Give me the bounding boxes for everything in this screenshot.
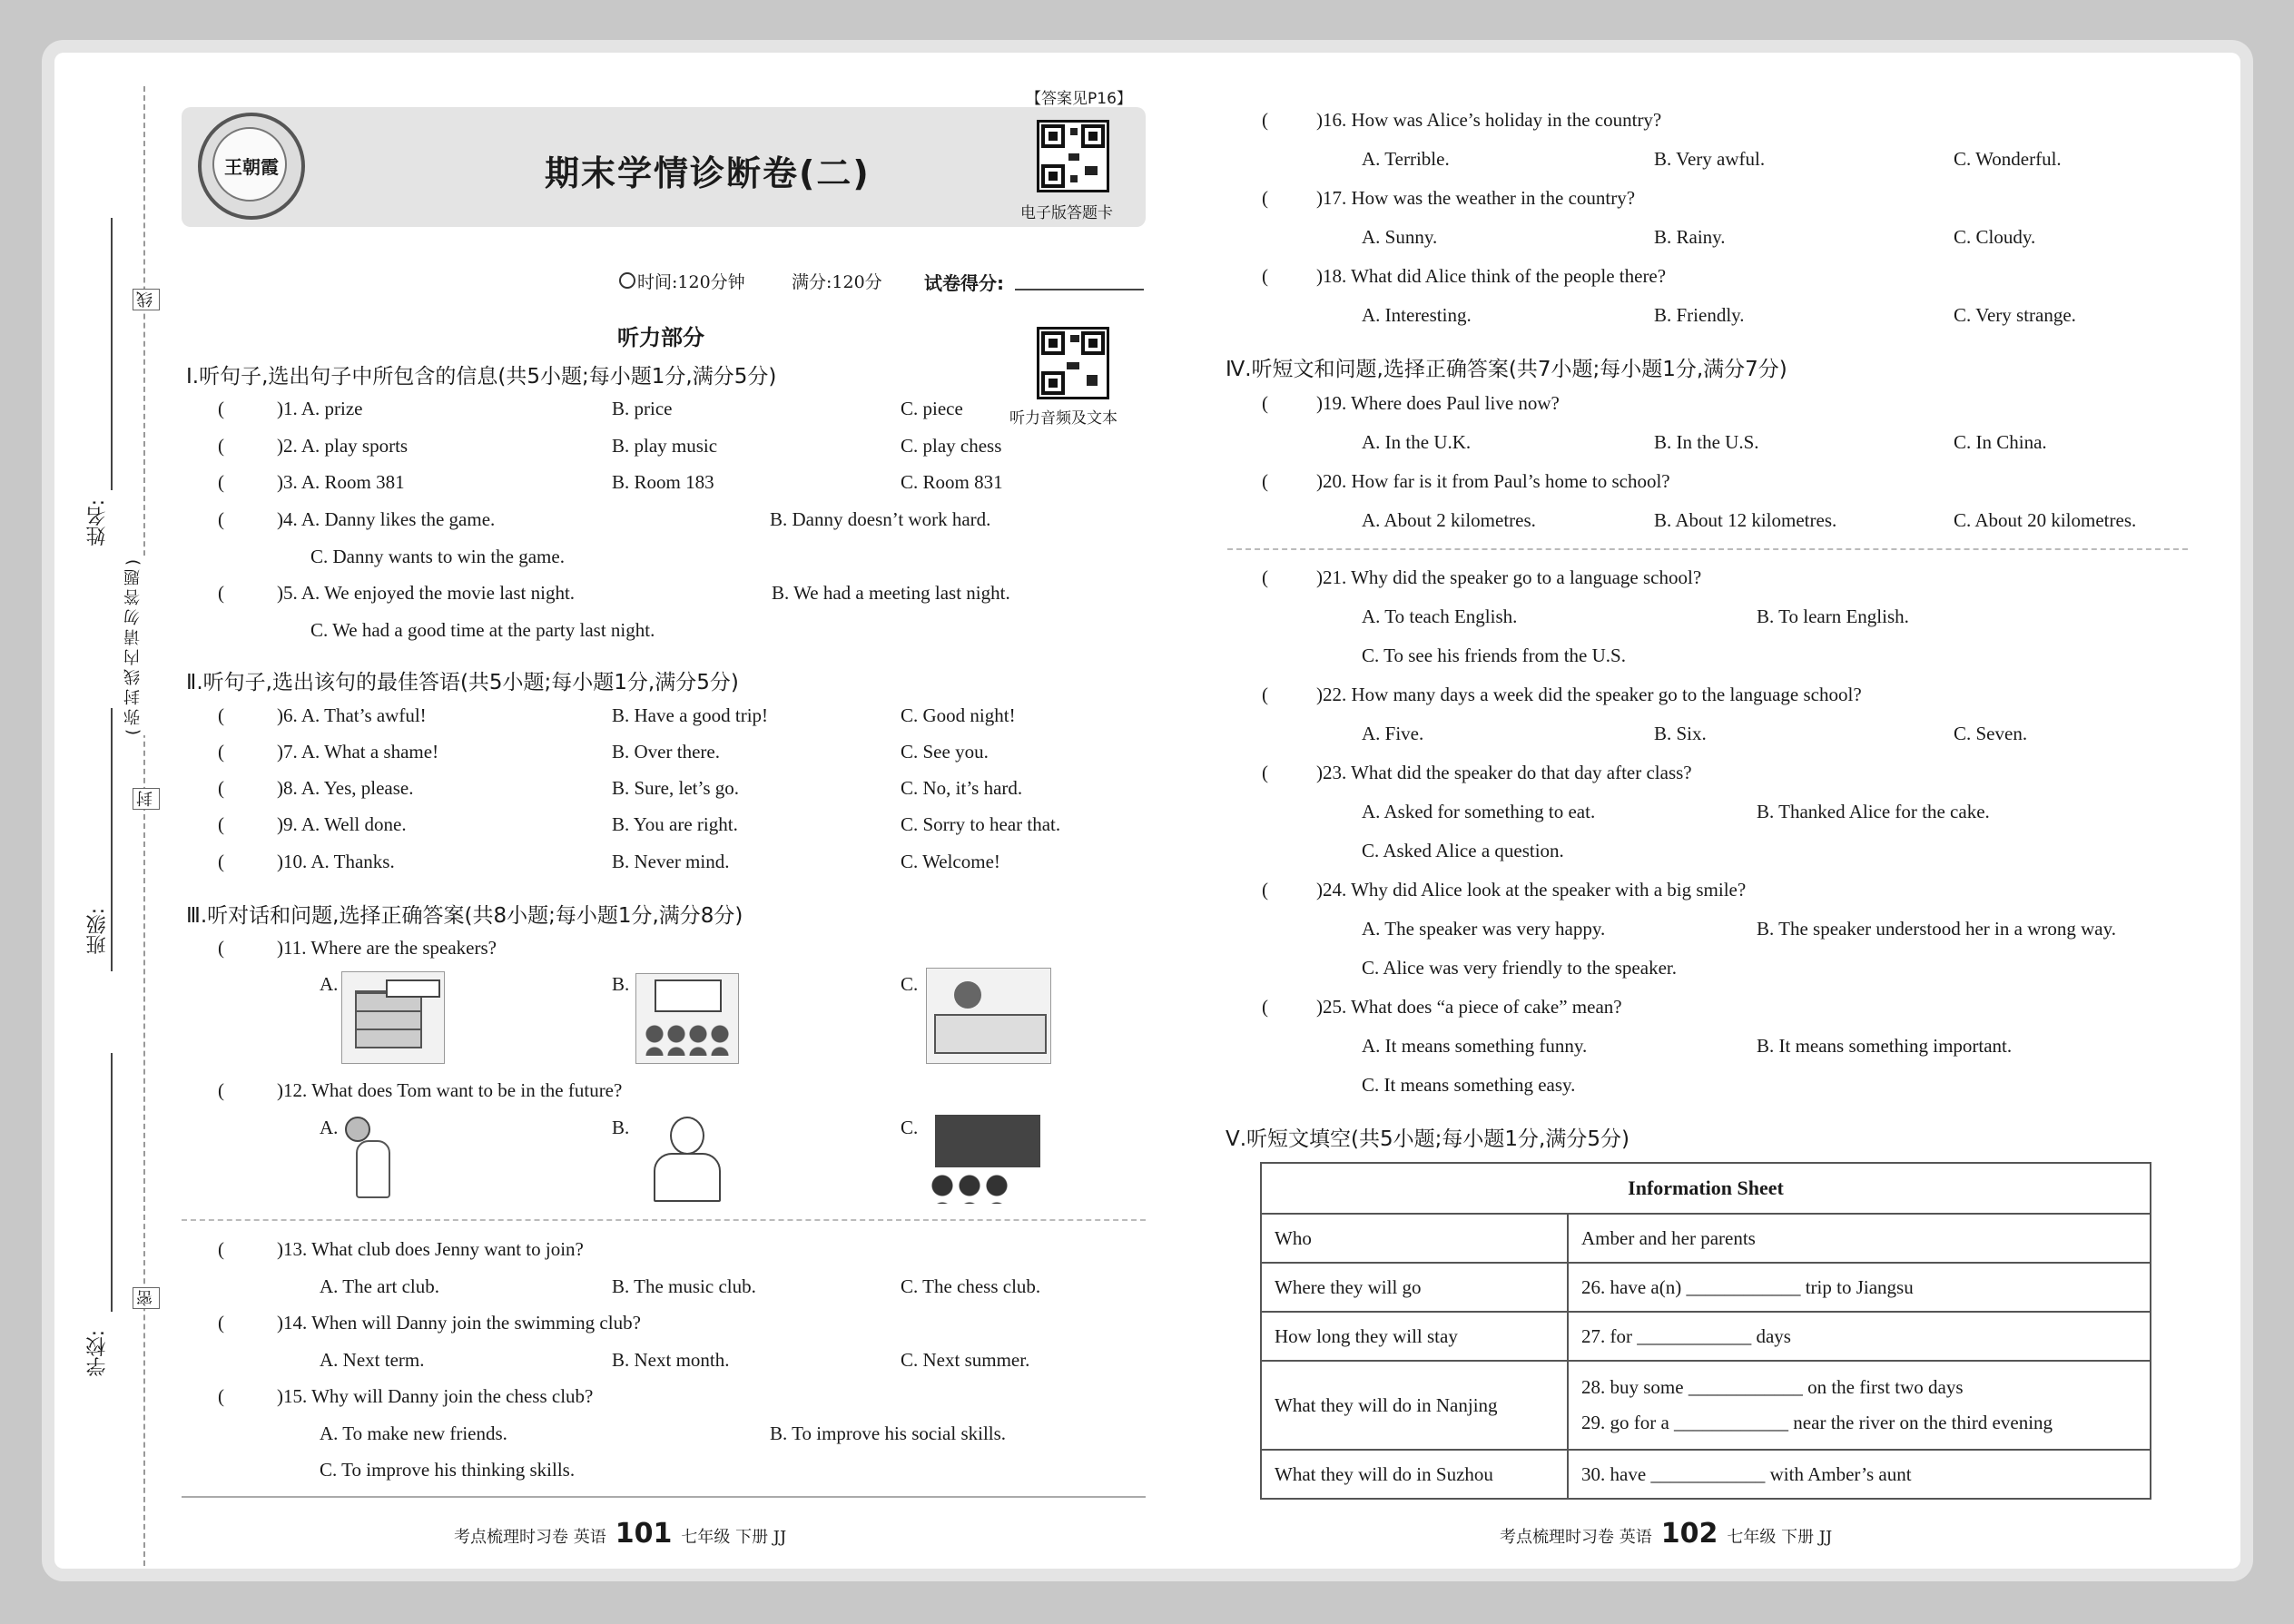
q7-option-a[interactable]: )7. A. What a shame! — [277, 741, 439, 763]
q12-picture-b-doctor[interactable] — [634, 1115, 724, 1202]
q18-option-b[interactable]: B. Friendly. — [1654, 304, 1745, 326]
shelf-icon — [355, 990, 422, 1048]
q13-option-c[interactable]: C. The chess club. — [901, 1275, 1041, 1297]
q25-option-c[interactable]: C. It means something easy. — [1362, 1074, 1576, 1096]
blank-27[interactable]: 27. for ____________ days — [1568, 1312, 2151, 1361]
blank-26[interactable]: 26. have a(n) ____________ trip to Jiangsu — [1568, 1263, 2151, 1312]
audio-qr-code[interactable] — [1037, 327, 1109, 399]
q14-option-b[interactable]: B. Next month. — [612, 1349, 730, 1371]
q11-picture-a-shop[interactable] — [341, 971, 445, 1064]
q17-option-c[interactable]: C. Cloudy. — [1954, 226, 2036, 248]
answer-blank[interactable]: ( — [1262, 470, 1268, 492]
answer-blank[interactable]: ( — [218, 1238, 224, 1260]
q24-option-c[interactable]: C. Alice was very friendly to the speaker. — [1362, 957, 1677, 979]
binding-note: (弥封线内请勿答题) — [122, 556, 145, 735]
table-row — [1261, 1450, 2151, 1499]
q1-option-b[interactable]: B. price — [612, 398, 673, 419]
footer-left-prefix: 考点梳理时习卷 英语 — [454, 1528, 606, 1547]
footer-left — [454, 1518, 786, 1550]
q16-option-c[interactable]: C. Wonderful. — [1954, 148, 2062, 170]
answer-blank[interactable]: ( — [218, 704, 224, 726]
q11-picture-c-library[interactable] — [926, 968, 1051, 1064]
q24-option-a[interactable]: A. The speaker was very happy. — [1362, 918, 1606, 940]
full-score: 满分:120分 — [792, 272, 882, 292]
q16-option-a[interactable]: A. Terrible. — [1362, 148, 1450, 170]
school-label: 学校: — [86, 1330, 109, 1377]
q11-option-c-label[interactable]: C. — [901, 973, 919, 995]
q13-stem: )13. What club does Jenny want to join? — [277, 1238, 584, 1260]
answer-blank[interactable]: ( — [1262, 684, 1268, 705]
person-icon — [954, 981, 981, 1009]
q17-option-b[interactable]: B. Rainy. — [1654, 226, 1726, 248]
answer-blank[interactable]: ( — [1262, 265, 1268, 287]
answer-blank[interactable]: ( — [218, 508, 224, 530]
q6-option-a[interactable]: )6. A. That’s awful! — [277, 704, 427, 726]
divider — [182, 1496, 1146, 1498]
answer-blank[interactable]: ( — [1262, 879, 1268, 901]
q25-option-b[interactable]: B. It means something important. — [1757, 1035, 2013, 1057]
q21-option-c[interactable]: C. To see his friends from the U.S. — [1362, 645, 1626, 666]
q19-option-c[interactable]: C. In China. — [1954, 431, 2047, 453]
q6-option-c[interactable]: C. Good night! — [901, 704, 1016, 726]
q9-option-c[interactable]: C. Sorry to hear that. — [901, 813, 1061, 835]
q12-picture-a-basketball-player[interactable] — [341, 1115, 399, 1200]
q16-option-b[interactable]: B. Very awful. — [1654, 148, 1766, 170]
answer-blank[interactable]: ( — [1262, 392, 1268, 414]
q10-option-a[interactable]: )10. A. Thanks. — [277, 851, 395, 872]
information-sheet-title: Information Sheet — [1261, 1163, 2151, 1214]
q4-option-c[interactable]: C. Danny wants to win the game. — [310, 546, 565, 567]
answer-ref: 【答案见P16】 — [1026, 90, 1132, 108]
q22-option-a[interactable]: A. Five. — [1362, 723, 1424, 744]
answer-blank[interactable]: ( — [218, 851, 224, 872]
q23-option-c[interactable]: C. Asked Alice a question. — [1362, 840, 1564, 861]
q23-stem: )23. What did the speaker do that day after class? — [1316, 762, 1692, 783]
q13-option-a[interactable]: A. The art club. — [320, 1275, 439, 1297]
q6-option-b[interactable]: B. Have a good trip! — [612, 704, 769, 726]
q15-option-a[interactable]: A. To make new friends. — [320, 1422, 507, 1444]
q15-stem: )15. Why will Danny join the chess club? — [277, 1385, 594, 1407]
score-label: 试卷得分: — [924, 272, 1004, 294]
q8-option-a[interactable]: )8. A. Yes, please. — [277, 777, 414, 799]
logo — [198, 113, 305, 220]
q14-stem: )14. When will Danny join the swimming club? — [277, 1312, 641, 1334]
q19-stem: )19. Where does Paul live now? — [1316, 392, 1560, 414]
answer-blank[interactable]: ( — [218, 813, 224, 835]
q4-option-a[interactable]: )4. A. Danny likes the game. — [277, 508, 496, 530]
q18-option-c[interactable]: C. Very strange. — [1954, 304, 2076, 326]
q19-option-a[interactable]: A. In the U.K. — [1362, 431, 1472, 453]
q17-option-a[interactable]: A. Sunny. — [1362, 226, 1438, 248]
q16-stem: )16. How was Alice’s holiday in the country? — [1316, 109, 1662, 131]
q9-option-b[interactable]: B. You are right. — [612, 813, 738, 835]
q9-option-a[interactable]: )9. A. Well done. — [277, 813, 407, 835]
table-row — [1261, 1214, 2151, 1263]
footer-left-suffix: 七年级 下册 JJ — [681, 1528, 787, 1547]
q11-stem: )11. Where are the speakers? — [277, 937, 497, 959]
table-row — [1261, 1361, 2151, 1450]
answer-blank[interactable]: ( — [218, 937, 224, 959]
q23-option-a[interactable]: A. Asked for something to eat. — [1362, 801, 1596, 822]
answer-blank[interactable]: ( — [218, 741, 224, 763]
section-5-title: Ⅴ.听短文填空(共5小题;每小题1分,满分5分) — [1226, 1127, 1629, 1151]
basketball-icon — [345, 1117, 370, 1142]
school-underline — [111, 1053, 113, 1312]
q7-option-c[interactable]: C. See you. — [901, 741, 989, 763]
q4-option-b[interactable]: B. Danny doesn’t work hard. — [770, 508, 991, 530]
q11-picture-b-cinema[interactable] — [635, 973, 739, 1064]
q22-option-c[interactable]: C. Seven. — [1954, 723, 2028, 744]
information-sheet-table — [1260, 1162, 2151, 1500]
answer-blank[interactable]: ( — [218, 471, 224, 493]
q20-option-b[interactable]: B. About 12 kilometres. — [1654, 509, 1837, 531]
q1-option-c[interactable]: C. piece — [901, 398, 963, 419]
q12-option-a-label[interactable]: A. — [320, 1117, 339, 1138]
q20-option-a[interactable]: A. About 2 kilometres. — [1362, 509, 1536, 531]
blank-29[interactable]: 29. go for a ____________ near the river on the third evening — [1581, 1412, 2053, 1433]
q13-option-b[interactable]: B. The music club. — [612, 1275, 756, 1297]
q5-option-a[interactable]: )5. A. We enjoyed the movie last night. — [277, 582, 576, 604]
q21-stem: )21. Why did the speaker go to a language school? — [1316, 566, 1702, 588]
q2-option-a[interactable]: )2. A. play sports — [277, 435, 409, 457]
doctor-head-icon — [670, 1117, 704, 1155]
q3-option-c[interactable]: C. Room 831 — [901, 471, 1003, 493]
qr-caption: 电子版答题卡 — [1020, 204, 1113, 222]
section-3-title: Ⅲ.听对话和问题,选择正确答案(共8小题;每小题1分,满分8分) — [186, 904, 743, 928]
q12-picture-c-teacher[interactable] — [926, 1113, 1042, 1207]
section-1-title: Ⅰ.听句子,选出句子中所包含的信息(共5小题;每小题1分,满分5分) — [186, 365, 777, 389]
q2-option-c[interactable]: C. play chess — [901, 435, 1002, 457]
q7-option-b[interactable]: B. Over there. — [612, 741, 720, 763]
answer-blank[interactable]: ( — [218, 435, 224, 457]
row-label-who: Who — [1261, 1214, 1568, 1263]
q15-option-b[interactable]: B. To improve his social skills. — [770, 1422, 1007, 1444]
row-label-how-long: How long they will stay — [1261, 1312, 1568, 1361]
q3-option-a[interactable]: )3. A. Room 381 — [277, 471, 405, 493]
page-number-right: 102 — [1660, 1518, 1718, 1550]
q10-option-c[interactable]: C. Welcome! — [901, 851, 1000, 872]
q12-option-c-label[interactable]: C. — [901, 1117, 919, 1138]
q3-option-b[interactable]: B. Room 183 — [612, 471, 714, 493]
row-label-where: Where they will go — [1261, 1263, 1568, 1312]
binding-mark-feng: 封 — [133, 788, 160, 810]
q19-option-b[interactable]: B. In the U.S. — [1654, 431, 1759, 453]
divider — [1227, 548, 2188, 550]
audio-qr-caption: 听力音频及文本 — [1009, 409, 1117, 428]
q18-option-a[interactable]: A. Interesting. — [1362, 304, 1472, 326]
score-input[interactable] — [1015, 289, 1144, 290]
audience-icon — [644, 1023, 731, 1056]
listening-title: 听力部分 — [617, 325, 704, 350]
q24-option-b[interactable]: B. The speaker understood her in a wrong way. — [1757, 918, 2116, 940]
page-title: 期末学情诊断卷(二) — [545, 153, 871, 193]
q22-stem: )22. How many days a week did the speaker go to the language school? — [1316, 684, 1862, 705]
time-limit: 时间:120分钟 — [637, 272, 745, 292]
q21-option-b[interactable]: B. To learn English. — [1757, 605, 1909, 627]
binding-mark-xian: 线 — [133, 289, 160, 310]
answer-blank[interactable]: ( — [218, 1385, 224, 1407]
screen-icon — [655, 979, 722, 1012]
answer-blank[interactable]: ( — [1262, 109, 1268, 131]
footer-right-prefix: 考点梳理时习卷 英语 — [1500, 1528, 1652, 1547]
answer-blank[interactable]: ( — [218, 1312, 224, 1334]
footer-right — [1500, 1518, 1832, 1550]
row-label-nanjing: What they will do in Nanjing — [1261, 1361, 1568, 1450]
q15-option-c[interactable]: C. To improve his thinking skills. — [320, 1459, 576, 1481]
page-number-left: 101 — [615, 1518, 673, 1550]
table-row — [1261, 1263, 2151, 1312]
table-row — [1261, 1312, 2151, 1361]
q12-option-b-label[interactable]: B. — [612, 1117, 630, 1138]
row-value-who: Amber and her parents — [1568, 1214, 2151, 1263]
q18-stem: )18. What did Alice think of the people there? — [1316, 265, 1667, 287]
q17-stem: )17. How was the weather in the country? — [1316, 187, 1636, 209]
answer-blank[interactable]: ( — [218, 582, 224, 604]
logo-text: 王朝霞 — [224, 156, 279, 178]
answer-blank[interactable]: ( — [1262, 187, 1268, 209]
blank-30[interactable]: 30. have ____________ with Amber’s aunt — [1568, 1450, 2151, 1499]
answer-blank[interactable]: ( — [218, 777, 224, 799]
students-icon — [930, 1173, 1011, 1204]
doctor-coat-icon — [654, 1153, 721, 1202]
q23-option-b[interactable]: B. Thanked Alice for the cake. — [1757, 801, 1990, 822]
desk-icon — [934, 1014, 1047, 1054]
q20-option-c[interactable]: C. About 20 kilometres. — [1954, 509, 2137, 531]
answer-blank[interactable]: ( — [1262, 996, 1268, 1018]
answer-blank[interactable]: ( — [1262, 762, 1268, 783]
q5-option-c[interactable]: C. We had a good time at the party last night. — [310, 619, 655, 641]
name-underline — [111, 218, 113, 490]
q24-stem: )24. Why did Alice look at the speaker with a big smile? — [1316, 879, 1747, 901]
section-4-title: Ⅳ.听短文和问题,选择正确答案(共7小题;每小题1分,满分7分) — [1226, 358, 1787, 381]
q2-option-b[interactable]: B. play music — [612, 435, 718, 457]
class-label: 班级: — [86, 908, 109, 955]
q11-option-a-label[interactable]: A. — [320, 973, 339, 995]
blank-28[interactable]: 28. buy some ____________ on the first two days — [1581, 1376, 1964, 1398]
q11-option-b-label[interactable]: B. — [612, 973, 630, 995]
row-label-suzhou: What they will do in Suzhou — [1261, 1450, 1568, 1499]
q20-stem: )20. How far is it from Paul’s home to school? — [1316, 470, 1670, 492]
name-label: 姓名: — [86, 499, 109, 546]
answer-blank[interactable]: ( — [218, 1079, 224, 1101]
q25-stem: )25. What does “a piece of cake” mean? — [1316, 996, 1622, 1018]
q22-option-b[interactable]: B. Six. — [1654, 723, 1707, 744]
footer-right-suffix: 七年级 下册 JJ — [1727, 1528, 1833, 1547]
q10-option-b[interactable]: B. Never mind. — [612, 851, 730, 872]
price-sign-icon — [386, 979, 440, 998]
q1-option-a[interactable]: )1. A. prize — [277, 398, 363, 419]
binding-mark-mi: 密 — [133, 1287, 160, 1309]
answer-card-qr-code[interactable] — [1037, 120, 1109, 192]
blackboard-icon — [935, 1115, 1040, 1167]
clock-icon — [619, 272, 635, 289]
answer-blank[interactable]: ( — [1262, 566, 1268, 588]
section-2-title: Ⅱ.听句子,选出该句的最佳答语(共5小题;每小题1分,满分5分) — [186, 671, 739, 694]
q14-option-c[interactable]: C. Next summer. — [901, 1349, 1030, 1371]
q8-option-c[interactable]: C. No, it’s hard. — [901, 777, 1023, 799]
q5-option-b[interactable]: B. We had a meeting last night. — [772, 582, 1010, 604]
q8-option-b[interactable]: B. Sure, let’s go. — [612, 777, 739, 799]
answer-blank[interactable]: ( — [218, 398, 224, 419]
q21-option-a[interactable]: A. To teach English. — [1362, 605, 1518, 627]
q14-option-a[interactable]: A. Next term. — [320, 1349, 425, 1371]
player-body-icon — [356, 1140, 390, 1198]
q12-stem: )12. What does Tom want to be in the future? — [277, 1079, 623, 1101]
divider — [182, 1219, 1146, 1221]
q25-option-a[interactable]: A. It means something funny. — [1362, 1035, 1588, 1057]
